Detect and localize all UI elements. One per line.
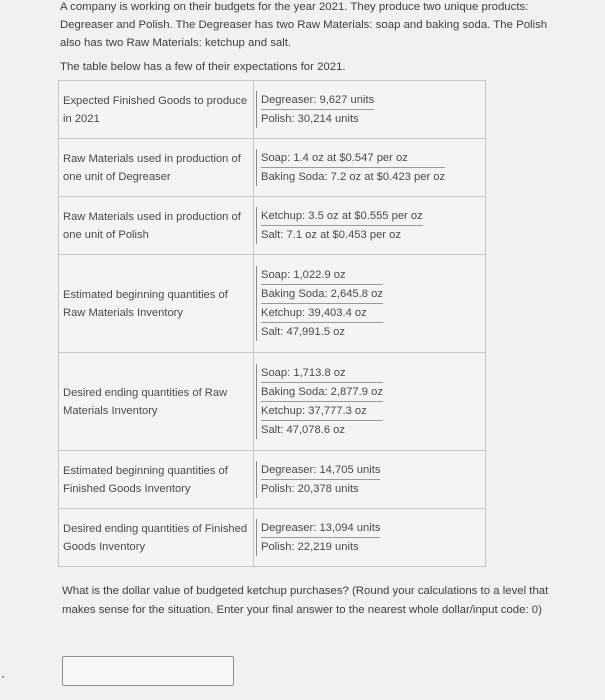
value-box	[256, 207, 427, 244]
value-line: Soap: 1.4 oz at $0.547 per oz	[261, 149, 445, 168]
value-line: Degreaser: 9,627 units	[261, 91, 374, 110]
answer-input[interactable]	[62, 656, 234, 686]
table-row	[59, 353, 486, 451]
row-values	[254, 509, 486, 567]
row-label: Desired ending quantities of Raw Materials Inventory	[59, 353, 254, 451]
value-line: Degreaser: 13,094 units	[261, 519, 380, 538]
row-label: Desired ending quantities of Finished Goods Inventory	[59, 509, 254, 567]
table-row	[59, 139, 486, 197]
expectations-table	[58, 80, 486, 567]
value-line: Baking Soda: 2,877.9 oz	[261, 383, 383, 402]
value-box	[256, 266, 387, 341]
value-line: Polish: 20,378 units	[261, 483, 359, 495]
value-line: Soap: 1,022.9 oz	[261, 266, 383, 285]
row-values	[254, 197, 486, 255]
row-label: Raw Materials used in production of one unit of Polish	[59, 197, 254, 255]
value-line: Ketchup: 37,777.3 oz	[261, 402, 383, 421]
value-line: Ketchup: 39,403.4 oz	[261, 304, 383, 323]
table-row	[59, 255, 486, 353]
value-line: Polish: 22,219 units	[261, 541, 359, 553]
value-line: Degreaser: 14,705 units	[261, 461, 380, 480]
row-values	[254, 451, 486, 509]
value-line: Soap: 1,713.8 oz	[261, 364, 383, 383]
value-box	[256, 461, 384, 498]
intro-line-3: also has two Raw Materials: ketchup and salt.	[60, 37, 292, 49]
intro-paragraph	[60, 2, 590, 52]
decorative-dot	[2, 676, 4, 678]
table-row	[59, 451, 486, 509]
value-box	[256, 364, 387, 439]
value-line: Ketchup: 3.5 oz at $0.555 per oz	[261, 207, 423, 226]
value-line: Baking Soda: 2,645.8 oz	[261, 285, 383, 304]
row-label: Estimated beginning quantities of Raw Materials Inventory	[59, 255, 254, 353]
row-values	[254, 353, 486, 451]
row-values	[254, 255, 486, 353]
row-values	[254, 139, 486, 197]
value-line: Salt: 47,078.6 oz	[261, 424, 345, 436]
intro-line-2: Degreaser and Polish. The Degreaser has two Raw Materials: soap and baking soda. The Polish	[60, 19, 548, 31]
table-row	[59, 81, 486, 139]
value-line: Salt: 47,991.5 oz	[261, 326, 345, 338]
row-values	[254, 81, 486, 139]
table-intro: The table below has a few of their expectations for 2021.	[60, 61, 346, 73]
table-row	[59, 197, 486, 255]
value-box	[256, 149, 449, 186]
value-line: Baking Soda: 7.2 oz at $0.423 per oz	[261, 171, 446, 183]
value-line: Salt: 7.1 oz at $0.453 per oz	[261, 229, 401, 241]
value-box	[256, 91, 378, 128]
row-label: Estimated beginning quantities of Finished Goods Inventory	[59, 451, 254, 509]
table-row	[59, 509, 486, 567]
value-box	[256, 519, 384, 556]
intro-line-1: A company is working on their budgets for the year 2021. They produce two unique products:	[60, 1, 529, 13]
question-text: What is the dollar value of budgeted ketchup purchases? (Round your calculations to a level that makes sense for the situation. Enter your final answer to the nearest whole dollar/input code: 0)	[62, 585, 549, 616]
row-label: Raw Materials used in production of one unit of Degreaser	[59, 139, 254, 197]
row-label: Expected Finished Goods to produce in 2021	[59, 81, 254, 139]
value-line: Polish: 30,214 units	[261, 113, 359, 125]
